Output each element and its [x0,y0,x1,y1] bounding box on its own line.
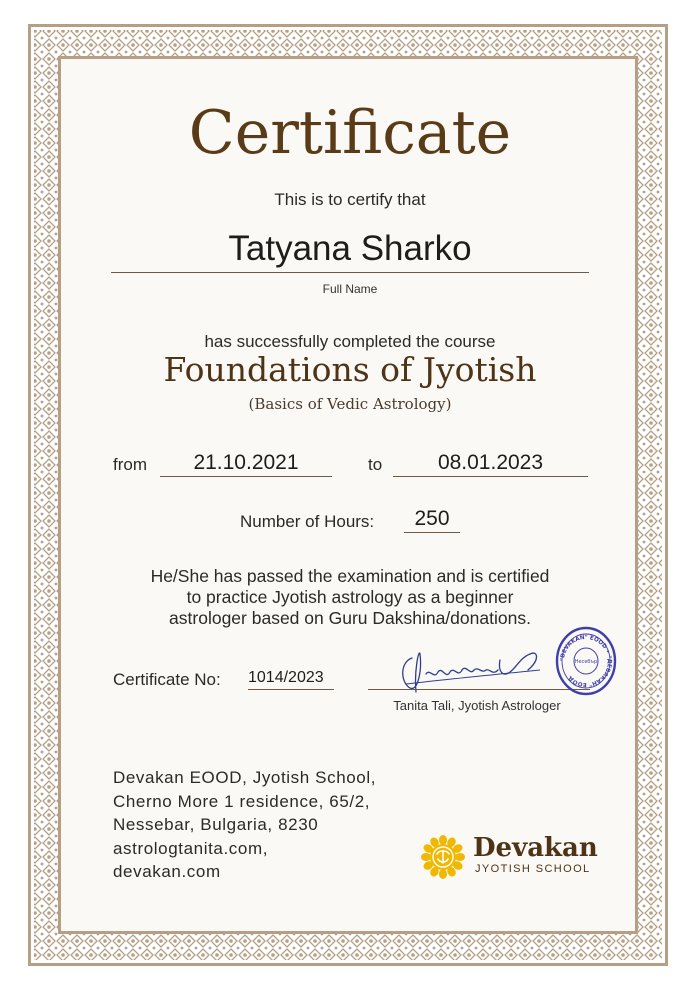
company-stamp [555,625,617,697]
course-subtitle: (Basics of Vedic Astrology) [248,395,452,413]
address-line: devakan.com [113,862,221,881]
cert-number-underline [248,689,334,690]
stamp-center-text: Несебър [574,659,598,665]
statement-line: He/She has passed the examination and is certified [150,566,550,586]
from-label: from [113,455,147,474]
hours-label: Number of Hours: [240,512,375,531]
stamp-text: "DEVAKAN" EOOD • "ДЕВАКАН" ЕООД [559,634,613,688]
statement-line: astrologer based on Guru Dakshina/donations. [169,608,531,628]
brand-name: Devakan [473,833,598,863]
certification-statement [0,566,700,629]
certificate-title: Certificate [188,98,512,168]
address-line: astrologtanita.com, [113,838,269,858]
brand-subtitle: JYOTISH SCHOOL [475,863,591,875]
to-date: 08.01.2023 [437,451,544,474]
course-title: Foundations of Jyotish [163,350,537,389]
issuer-address [113,766,376,884]
certify-line: This is to certify that [274,190,426,209]
from-date: 21.10.2021 [193,451,299,474]
address-line: Cherno More 1 residence, 65/2, [113,791,371,811]
statement-line: to practice Jyotish astrology as a beginner [186,587,514,607]
hours-underline [404,532,460,533]
devakan-logo-icon [420,834,466,880]
address-line: Devakan EOOD, Jyotish School, [113,768,377,787]
name-underline [111,272,589,273]
signature-mark [370,640,555,700]
full-name-caption: Full Name [322,282,378,296]
completed-line: has successfully completed the course [204,332,496,351]
cert-number-value: 1014/2023 [248,669,324,686]
recipient-name: Tatyana Sharko [228,229,472,268]
address-line: Nessebar, Bulgaria, 8230 [113,815,319,834]
to-label: to [368,455,383,474]
from-date-underline [160,476,332,477]
to-date-underline [393,476,588,477]
signer-caption: Tanita Tali, Jyotish Astrologer [393,698,561,713]
hours-value: 250 [414,507,450,530]
cert-number-label: Certificate No: [113,670,221,689]
